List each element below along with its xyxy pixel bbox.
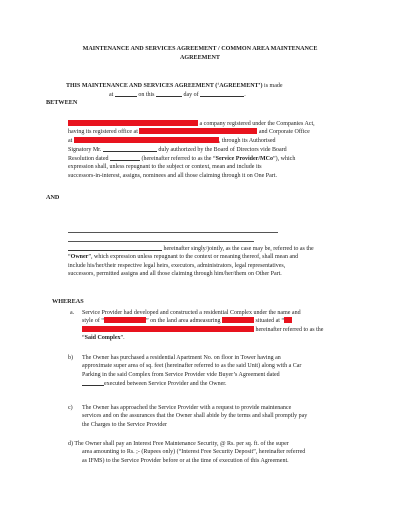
redacted-location <box>82 326 254 332</box>
blank-buyer-agreement-date <box>82 379 104 386</box>
blank-place <box>115 90 137 97</box>
owner-name-line-2 <box>68 241 254 242</box>
clause-b-line-2: approximate super area of sq. feet (hereinafter referred to as the said Unit) along with a Car <box>82 363 302 370</box>
clause-d-line-1: d) The Owner shall pay an Interest Free Maintenance Security, @ Rs. per sq. ft. of the super <box>68 441 289 447</box>
p2-b: “ <box>68 254 71 261</box>
redacted-complex-name <box>104 317 146 323</box>
intro-is-made: is made <box>262 83 283 89</box>
p1-c: and Corporate Office <box>258 129 310 136</box>
said-complex-term: Said Complex <box>84 334 121 341</box>
blank-owner-name <box>68 244 162 251</box>
p1-g: duly authorized by the Board of Directors vide Board <box>158 146 287 153</box>
and-label: AND <box>46 194 60 201</box>
p1-b: having its registered office at <box>68 129 138 136</box>
p1-e: , through its Authorised <box>218 137 276 144</box>
owner-term: Owner <box>70 254 89 261</box>
clause-b-line-1: The Owner has purchased a residential Apartment No. on floor in Tower having an <box>82 355 281 361</box>
service-provider-paragraph <box>68 120 354 180</box>
owner-paragraph <box>68 244 354 278</box>
redacted-land-area <box>222 317 254 323</box>
clause-c <box>82 404 354 429</box>
clause-b-line-3: Parking in the said Complex from Service Provider vide Buyer’s Agreement dated <box>82 371 280 378</box>
blank-month <box>200 90 244 97</box>
intro-day-of: day of <box>183 92 199 99</box>
clause-c-number: c) <box>68 405 73 411</box>
intro-on-this: on this <box>138 92 155 99</box>
p1-d: at <box>68 137 73 144</box>
blank-day <box>156 90 182 97</box>
p2-e: include his/her/their respective legal heirs, executors, administrators, legal representatives, <box>68 262 286 269</box>
clause-a-line-1: Service Provider had developed and constructed a residential Complex under the name and <box>82 310 301 316</box>
clause-c-line-3: the Charges to the Service Provider <box>82 421 168 428</box>
whereas-label: WHEREAS <box>52 298 84 305</box>
p1-a: a company registered under the Companies Act, <box>199 121 315 127</box>
p1-k: ”), which <box>273 156 296 163</box>
blank-resolution-date <box>110 154 140 161</box>
p1-l: expression shall, unless repugnant to the subject or context, mean and include its <box>68 164 262 171</box>
clause-b-number: b) <box>68 355 73 361</box>
clause-d-line-3: as IFMS) to the Service Provider before or at the time of execution of this Agreement. <box>82 457 289 464</box>
intro-at: at <box>109 92 114 99</box>
intro-paragraph: THIS MAINTENANCE AND SERVICES AGREEMENT (‘AGREEMENT’) is made at on this day of . <box>66 83 283 99</box>
redacted-location-start <box>284 317 292 323</box>
title-line-2: AGREEMENT <box>180 55 220 61</box>
clause-c-line-2: services and on the assurances that the Owner shall abide by the terms and shall promptly pay <box>82 413 308 420</box>
p1-i: (hereinafter referred to as the “ <box>141 156 216 163</box>
b-4: executed between Service Provider and the Owner. <box>104 380 227 387</box>
clause-a <box>82 309 354 342</box>
p1-h: Resolution dated <box>68 156 109 163</box>
p1-f: Signatory Mr. <box>68 146 102 153</box>
a-2: style of “ <box>82 318 104 325</box>
clause-a-number: a. <box>70 310 75 316</box>
intro-agreement-name: THIS MAINTENANCE AND SERVICES AGREEMENT (‘AGREEMENT’) <box>66 83 263 89</box>
clause-c-line-1: The Owner has approached the Service Provider with a request to provide maintenance <box>82 405 292 411</box>
clause-b <box>82 354 354 388</box>
document-title <box>45 45 355 63</box>
redacted-registered-office <box>139 128 257 134</box>
a-8: ”. <box>120 334 125 341</box>
clause-d-line-2: area amounting to Rs. ;- (Rupees only) (“Interest Free Security Deposit”, hereinafter referred <box>82 449 306 456</box>
redacted-corporate-office <box>74 137 219 143</box>
p2-a: hereinafter singly/jointly, as the case may be, referred to as the <box>163 246 314 252</box>
a-4: situated at “ <box>255 318 285 325</box>
title-line-1: MAINTENANCE AND SERVICES AGREEMENT / COMMON AREA MAINTENANCE <box>82 46 318 52</box>
a-5: hereinafter referred to as the <box>255 326 324 333</box>
p1-m: successors-in-interest, assigns, nominees and all those claiming through it on One Part. <box>68 172 277 179</box>
service-provider-term: Service Provider/MCo <box>215 156 273 163</box>
a-6: “ <box>82 334 85 341</box>
blank-signatory <box>103 145 157 152</box>
redacted-company-name <box>68 120 198 126</box>
between-label: BETWEEN <box>46 99 78 106</box>
owner-name-line-1 <box>68 232 278 233</box>
p2-f: successors, permitted assigns and all those claiming through him/her/them on Other Part. <box>68 270 282 277</box>
a-3: ” on the land area admeasuring <box>146 318 221 325</box>
p2-d: ”, which expression unless repugnant to the context or meaning thereof, shall mean and <box>88 254 299 261</box>
clause-d <box>68 440 354 465</box>
